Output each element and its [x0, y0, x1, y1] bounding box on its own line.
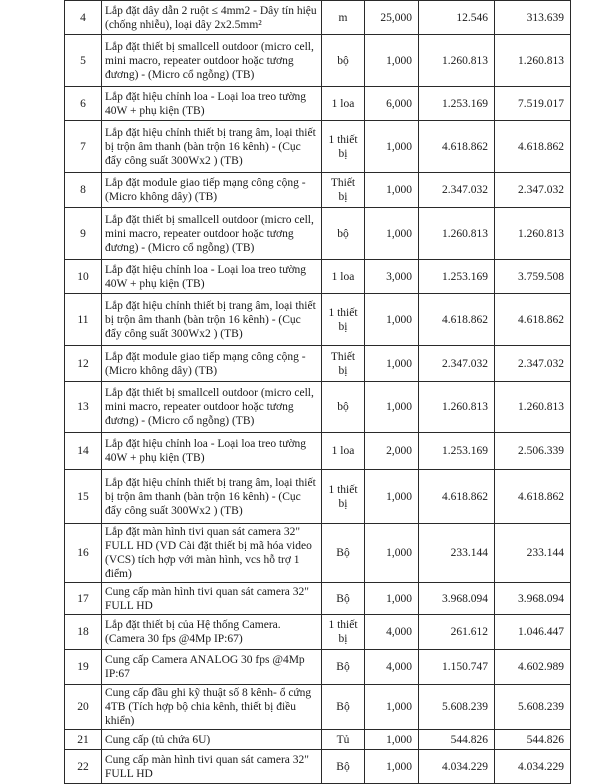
item-description: Lắp đặt dây dẫn 2 ruột ≤ 4mm2 - Dây tín hiệu (chống nhiễu), loại dây 2x2.5mm²	[102, 1, 322, 35]
quantity-cell: 3,000	[365, 260, 419, 294]
row-number: 6	[65, 87, 102, 121]
item-description: Lắp đặt thiết bị smallcell outdoor (micro cell, mini macro, repeater outdoor hoặc tương đương) - (Micro cổ ngỗng) (TB)	[102, 35, 322, 87]
quantity-cell: 1,000	[365, 35, 419, 87]
total-cell: 2.347.032	[495, 346, 571, 382]
item-description: Lắp đặt module giao tiếp mạng công cộng - (Micro không dây) (TB)	[102, 173, 322, 208]
row-number: 16	[65, 524, 102, 583]
unit-cell: Bộ	[322, 583, 365, 615]
total-cell: 1.046.447	[495, 615, 571, 650]
quantity-cell: 1,000	[365, 750, 419, 784]
row-number: 11	[65, 294, 102, 346]
quantity-cell: 1,000	[365, 173, 419, 208]
cost-estimate-table	[64, 0, 571, 784]
table-row	[65, 650, 571, 685]
row-number: 20	[65, 685, 102, 730]
row-number: 5	[65, 35, 102, 87]
item-description: Lắp đặt hiệu chỉnh loa - Loại loa treo tường 40W + phụ kiện (TB)	[102, 87, 322, 121]
row-number: 12	[65, 346, 102, 382]
quantity-cell: 1,000	[365, 583, 419, 615]
total-cell: 3.968.094	[495, 583, 571, 615]
item-description: Lắp đặt hiệu chỉnh thiết bị trang âm, loại thiết bị trộn âm thanh (bàn trộn 16 kênh) - (Cục đẩy công suất 300Wx2 ) (TB)	[102, 470, 322, 524]
table-row	[65, 173, 571, 208]
quantity-cell: 4,000	[365, 650, 419, 685]
table-row	[65, 685, 571, 730]
row-number: 13	[65, 382, 102, 433]
item-description: Cung cấp Camera ANALOG 30 fps @4Mp IP:67	[102, 650, 322, 685]
total-cell: 544.826	[495, 730, 571, 750]
quantity-cell: 1,000	[365, 294, 419, 346]
total-cell: 5.608.239	[495, 685, 571, 730]
row-number: 14	[65, 433, 102, 470]
total-cell: 2.347.032	[495, 173, 571, 208]
table-row	[65, 208, 571, 260]
quantity-cell: 1,000	[365, 685, 419, 730]
unit-cell: 1 loa	[322, 87, 365, 121]
cost-estimate-sheet	[64, 0, 571, 784]
unit-cell: Thiết bị	[322, 173, 365, 208]
row-number: 18	[65, 615, 102, 650]
total-cell: 1.260.813	[495, 382, 571, 433]
item-description: Cung cấp đầu ghi kỹ thuật số 8 kênh- ổ cứng 4TB (Tích hợp bộ chia kênh, thiết bị điều khiển)	[102, 685, 322, 730]
item-description: Lắp đặt thiết bị smallcell outdoor (micro cell, mini macro, repeater outdoor hoặc tương đương) - (Micro cổ ngỗng) (TB)	[102, 208, 322, 260]
quantity-cell: 1,000	[365, 382, 419, 433]
unit-cell: 1 loa	[322, 260, 365, 294]
row-number: 19	[65, 650, 102, 685]
unit-cell: Bộ	[322, 650, 365, 685]
unit-price-cell: 261.612	[419, 615, 495, 650]
unit-cell: bộ	[322, 35, 365, 87]
table-row	[65, 294, 571, 346]
item-description: Lắp đặt hiệu chỉnh loa - Loại loa treo tường 40W + phụ kiện (TB)	[102, 260, 322, 294]
total-cell: 4.602.989	[495, 650, 571, 685]
table-row	[65, 524, 571, 583]
unit-price-cell: 1.253.169	[419, 260, 495, 294]
table-row	[65, 346, 571, 382]
unit-cell: bộ	[322, 208, 365, 260]
row-number: 15	[65, 470, 102, 524]
unit-price-cell: 2.347.032	[419, 346, 495, 382]
unit-price-cell: 4.618.862	[419, 294, 495, 346]
unit-cell: 1 loa	[322, 433, 365, 470]
row-number: 7	[65, 121, 102, 173]
quantity-cell: 1,000	[365, 524, 419, 583]
unit-cell: Bộ	[322, 524, 365, 583]
table-row	[65, 470, 571, 524]
unit-price-cell: 4.034.229	[419, 750, 495, 784]
row-number: 17	[65, 583, 102, 615]
total-cell: 4.618.862	[495, 470, 571, 524]
unit-cell: m	[322, 1, 365, 35]
unit-price-cell: 1.260.813	[419, 35, 495, 87]
unit-price-cell: 3.968.094	[419, 583, 495, 615]
table-row	[65, 35, 571, 87]
row-number: 9	[65, 208, 102, 260]
unit-price-cell: 1.253.169	[419, 87, 495, 121]
total-cell: 1.260.813	[495, 208, 571, 260]
unit-price-cell: 2.347.032	[419, 173, 495, 208]
table-row	[65, 121, 571, 173]
unit-price-cell: 1.260.813	[419, 208, 495, 260]
table-row	[65, 260, 571, 294]
item-description: Cung cấp (tủ chứa 6U)	[102, 730, 322, 750]
row-number: 4	[65, 1, 102, 35]
item-description: Lắp đặt thiết bị smallcell outdoor (micro cell, mini macro, repeater outdoor hoặc tương đương) - (Micro cổ ngỗng) (TB)	[102, 382, 322, 433]
total-cell: 1.260.813	[495, 35, 571, 87]
unit-cell: 1 thiết bị	[322, 121, 365, 173]
item-description: Lắp đặt hiệu chỉnh thiết bị trang âm, loại thiết bị trộn âm thanh (bàn trộn 16 kênh) - (Cục đẩy công suất 300Wx2 ) (TB)	[102, 121, 322, 173]
unit-cell: 1 thiết bị	[322, 615, 365, 650]
table-row	[65, 615, 571, 650]
table-row	[65, 1, 571, 35]
unit-cell: Thiết bị	[322, 346, 365, 382]
row-number: 10	[65, 260, 102, 294]
unit-price-cell: 1.150.747	[419, 650, 495, 685]
unit-price-cell: 233.144	[419, 524, 495, 583]
item-description: Cung cấp màn hình tivi quan sát camera 32" FULL HD	[102, 583, 322, 615]
row-number: 21	[65, 730, 102, 750]
quantity-cell: 6,000	[365, 87, 419, 121]
quantity-cell: 1,000	[365, 346, 419, 382]
item-description: Lắp đặt màn hình tivi quan sát camera 32" FULL HD (VD Cài đặt thiết bị mã hóa video (VCS) tích hợp với màn hình, vcs hỗ trợ 1 điểm)	[102, 524, 322, 583]
unit-price-cell: 1.260.813	[419, 382, 495, 433]
row-number: 8	[65, 173, 102, 208]
table-row	[65, 730, 571, 750]
unit-price-cell: 5.608.239	[419, 685, 495, 730]
table-row	[65, 433, 571, 470]
unit-price-cell: 1.253.169	[419, 433, 495, 470]
unit-price-cell: 4.618.862	[419, 470, 495, 524]
unit-cell: 1 thiết bị	[322, 470, 365, 524]
table-row	[65, 382, 571, 433]
item-description: Lắp đặt thiết bị của Hệ thống Camera. (Camera 30 fps @4Mp IP:67)	[102, 615, 322, 650]
item-description: Lắp đặt module giao tiếp mạng công cộng - (Micro không dây) (TB)	[102, 346, 322, 382]
table-row	[65, 583, 571, 615]
unit-cell: 1 thiết bị	[322, 294, 365, 346]
item-description: Lắp đặt hiệu chỉnh thiết bị trang âm, loại thiết bị trộn âm thanh (bàn trộn 16 kênh) - (Cục đẩy công suất 300Wx2 ) (TB)	[102, 294, 322, 346]
total-cell: 4.034.229	[495, 750, 571, 784]
quantity-cell: 1,000	[365, 470, 419, 524]
unit-price-cell: 544.826	[419, 730, 495, 750]
table-row	[65, 87, 571, 121]
total-cell: 3.759.508	[495, 260, 571, 294]
unit-cell: Bộ	[322, 685, 365, 730]
total-cell: 7.519.017	[495, 87, 571, 121]
total-cell: 2.506.339	[495, 433, 571, 470]
table-body	[65, 1, 571, 784]
quantity-cell: 1,000	[365, 121, 419, 173]
quantity-cell: 1,000	[365, 730, 419, 750]
total-cell: 233.144	[495, 524, 571, 583]
unit-price-cell: 12.546	[419, 1, 495, 35]
item-description: Lắp đặt hiệu chỉnh loa - Loại loa treo tường 40W + phụ kiện (TB)	[102, 433, 322, 470]
total-cell: 313.639	[495, 1, 571, 35]
quantity-cell: 4,000	[365, 615, 419, 650]
quantity-cell: 25,000	[365, 1, 419, 35]
unit-cell: Tủ	[322, 730, 365, 750]
item-description: Cung cấp màn hình tivi quan sát camera 32" FULL HD	[102, 750, 322, 784]
total-cell: 4.618.862	[495, 294, 571, 346]
unit-cell: Bộ	[322, 750, 365, 784]
table-row	[65, 750, 571, 784]
row-number: 22	[65, 750, 102, 784]
total-cell: 4.618.862	[495, 121, 571, 173]
unit-price-cell: 4.618.862	[419, 121, 495, 173]
quantity-cell: 1,000	[365, 208, 419, 260]
unit-cell: bộ	[322, 382, 365, 433]
quantity-cell: 2,000	[365, 433, 419, 470]
